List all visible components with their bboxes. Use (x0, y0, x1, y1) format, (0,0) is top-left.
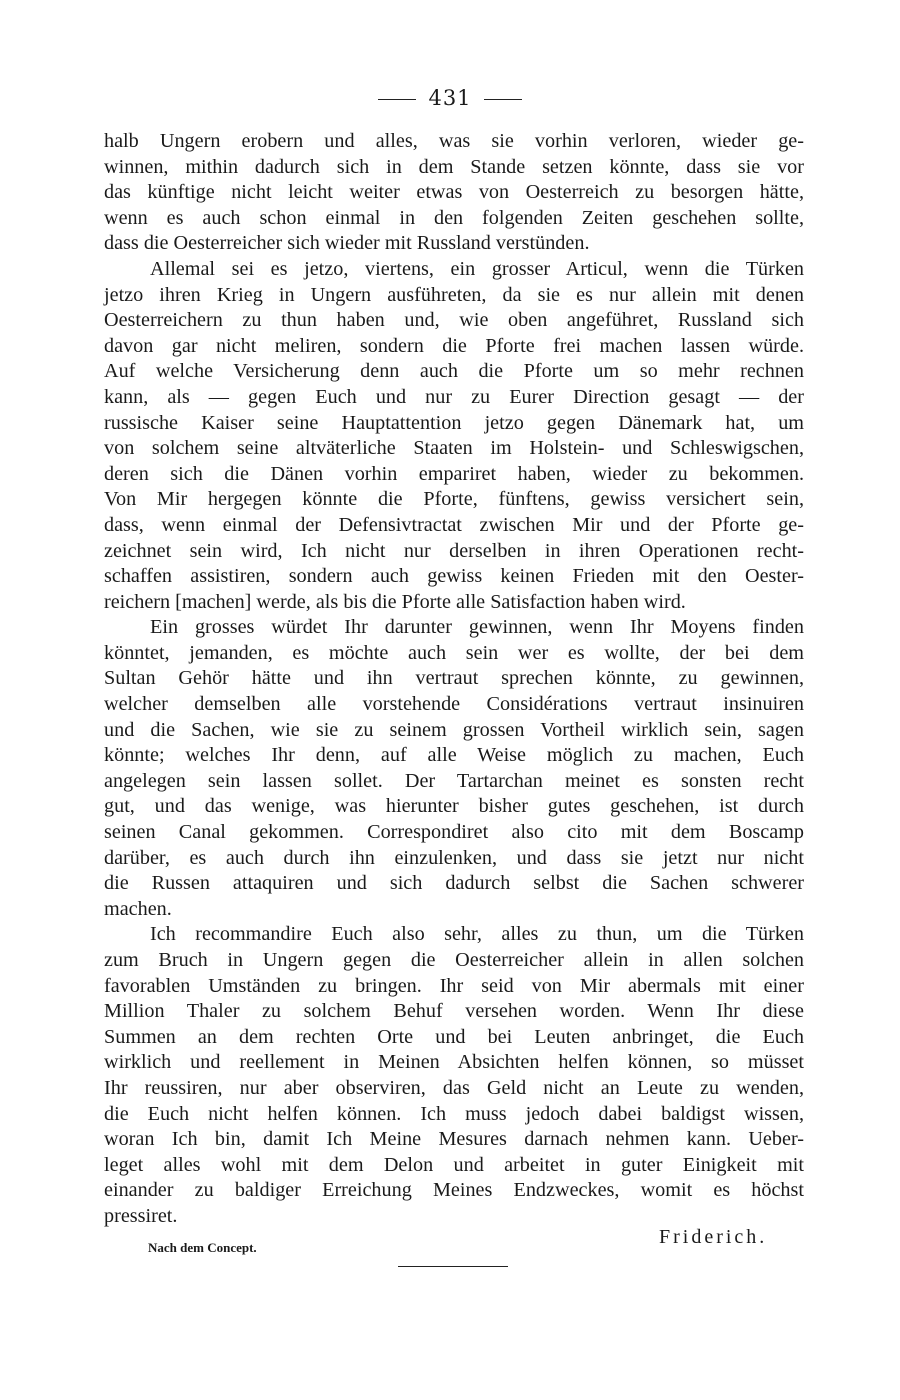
text-line: davon gar nicht meliren, sondern die Pforte frei machen lassen würde. (104, 334, 804, 357)
text-line: zeichnet sein wird, Ich nicht nur derselben in ihren Operationen recht- (104, 539, 804, 562)
text-line: halb Ungern erobern und alles, was sie vorhin verloren, wieder ge- (104, 130, 804, 152)
text-line: leget alles wohl mit dem Delon und arbeitet in guter Einigkeit mit (104, 1153, 804, 1176)
text-line: Ihr reussiren, nur aber observiren, das Geld nicht an Leute zu wenden, (104, 1076, 804, 1099)
text-line: zum Bruch in Ungern gegen die Oesterreicher allein in allen solchen (104, 949, 804, 971)
text-line: jetzo ihren Krieg in Ungern ausführeten, da sie es nur allein mit denen (104, 283, 804, 306)
text-line: Ein grosses würdet Ihr darunter gewinnen, wenn Ihr Moyens finden (150, 616, 804, 639)
text-line: von solchem seine altväterliche Staaten im Holstein- und Schleswigschen, (104, 437, 804, 460)
folio-dash-left (378, 99, 416, 100)
text-line: favorablen Umständen zu bringen. Ihr seid von Mir abermals mit einer (104, 974, 804, 997)
signature: Friderich. (659, 1226, 768, 1248)
text-line: die Russen attaquiren und sich dadurch selbst die Sachen schwerer (104, 872, 804, 895)
text-line: pressiret. (104, 1204, 178, 1227)
text-line: winnen, mithin dadurch sich in dem Stande setzen könnte, dass sie vor (104, 155, 804, 178)
text-line: könnte; welches Ihr denn, auf alle Weise möglich zu machen, Euch (104, 744, 804, 767)
paragraph (104, 129, 804, 257)
text-line: das künftige nicht leicht weiter etwas von Oesterreich zu besorgen hätte, (104, 181, 804, 204)
text-line: Million Thaler zu solchem Behuf versehen worden. Wenn Ihr diese (104, 1000, 804, 1023)
closing-rule (398, 1266, 508, 1267)
text-line: machen. (104, 897, 172, 920)
text-line: Auf welche Versicherung denn auch die Pforte um so mehr rechnen (104, 360, 804, 383)
text-line: russische Kaiser seine Hauptattention jetzo gegen Dänemark hat, um (104, 411, 804, 434)
text-line: gut, und das wenige, was hierunter bisher gutes geschehen, ist durch (104, 795, 804, 818)
page-number-header (0, 86, 900, 110)
text-line: Oesterreichern zu thun haben und, wie oben angeführet, Russland sich (104, 309, 804, 332)
page-number: 431 (428, 86, 472, 110)
text-line: könntet, jemanden, es möchte auch sein wer es wollte, der bei dem (104, 641, 804, 664)
text-line: einander zu baldiger Erreichung Meines Endzweckes, womit es höchst (104, 1179, 804, 1202)
text-line: wirklich und reellement in Meinen Absichten helfen können, so müsset (104, 1051, 804, 1074)
text-line: wenn es auch schon einmal in den folgenden Zeiten geschehen sollte, (104, 206, 804, 229)
text-line: darüber, es auch durch ihn einzulenken, und dass sie jetzt nur nicht (104, 846, 804, 869)
folio-dash-right (484, 99, 522, 100)
text-line: Von Mir hergegen könnte die Pforte, fünftens, gewiss versichert sein, (104, 488, 804, 511)
text-line: und die Sachen, wie sie zu seinem grossen Vortheil wirklich sein, sagen (104, 718, 804, 741)
text-line: kann, als — gegen Euch und nur zu Eurer Direction gesagt — der (104, 385, 804, 408)
letter-body (104, 129, 804, 1230)
source-note: Nach dem Concept. (148, 1240, 257, 1255)
paragraph (104, 922, 804, 1229)
text-line: seinen Canal gekommen. Correspondiret also cito mit dem Boscamp (104, 821, 804, 844)
text-line: angelegen sein lassen sollet. Der Tartarchan meinet es sonsten recht (104, 769, 804, 792)
text-line: die Euch nicht helfen können. Ich muss jedoch dabei baldigst wissen, (104, 1102, 804, 1125)
text-line: Sultan Gehör hätte und ihn vertraut sprechen könnte, zu gewinnen, (104, 667, 804, 690)
text-line: Ich recommandire Euch also sehr, alles zu thun, um die Türken (150, 923, 804, 946)
text-line: Allemal sei es jetzo, viertens, ein grosser Articul, wenn die Türken (150, 257, 804, 280)
text-line: reichern [machen] werde, als bis die Pforte alle Satisfaction haben wird. (104, 590, 686, 613)
text-line: welcher demselben alle vorstehende Considérations vertraut insinuiren (104, 693, 804, 716)
paragraph (104, 257, 804, 615)
text-line: deren sich die Dänen vorhin empariret haben, wieder zu bekommen. (104, 462, 804, 485)
text-line: dass die Oesterreicher sich wieder mit Russland verstünden. (104, 232, 590, 255)
text-line: woran Ich bin, damit Ich Meine Mesures darnach nehmen kann. Ueber- (104, 1128, 804, 1151)
text-line: dass, wenn einmal der Defensivtractat zwischen Mir und der Pforte ge- (104, 513, 804, 536)
text-line: schaffen assistiren, sondern auch gewiss keinen Frieden mit den Oester- (104, 565, 804, 588)
text-line: Summen an dem rechten Orte und bei Leuten anbringet, die Euch (104, 1025, 804, 1048)
paragraph (104, 615, 804, 922)
